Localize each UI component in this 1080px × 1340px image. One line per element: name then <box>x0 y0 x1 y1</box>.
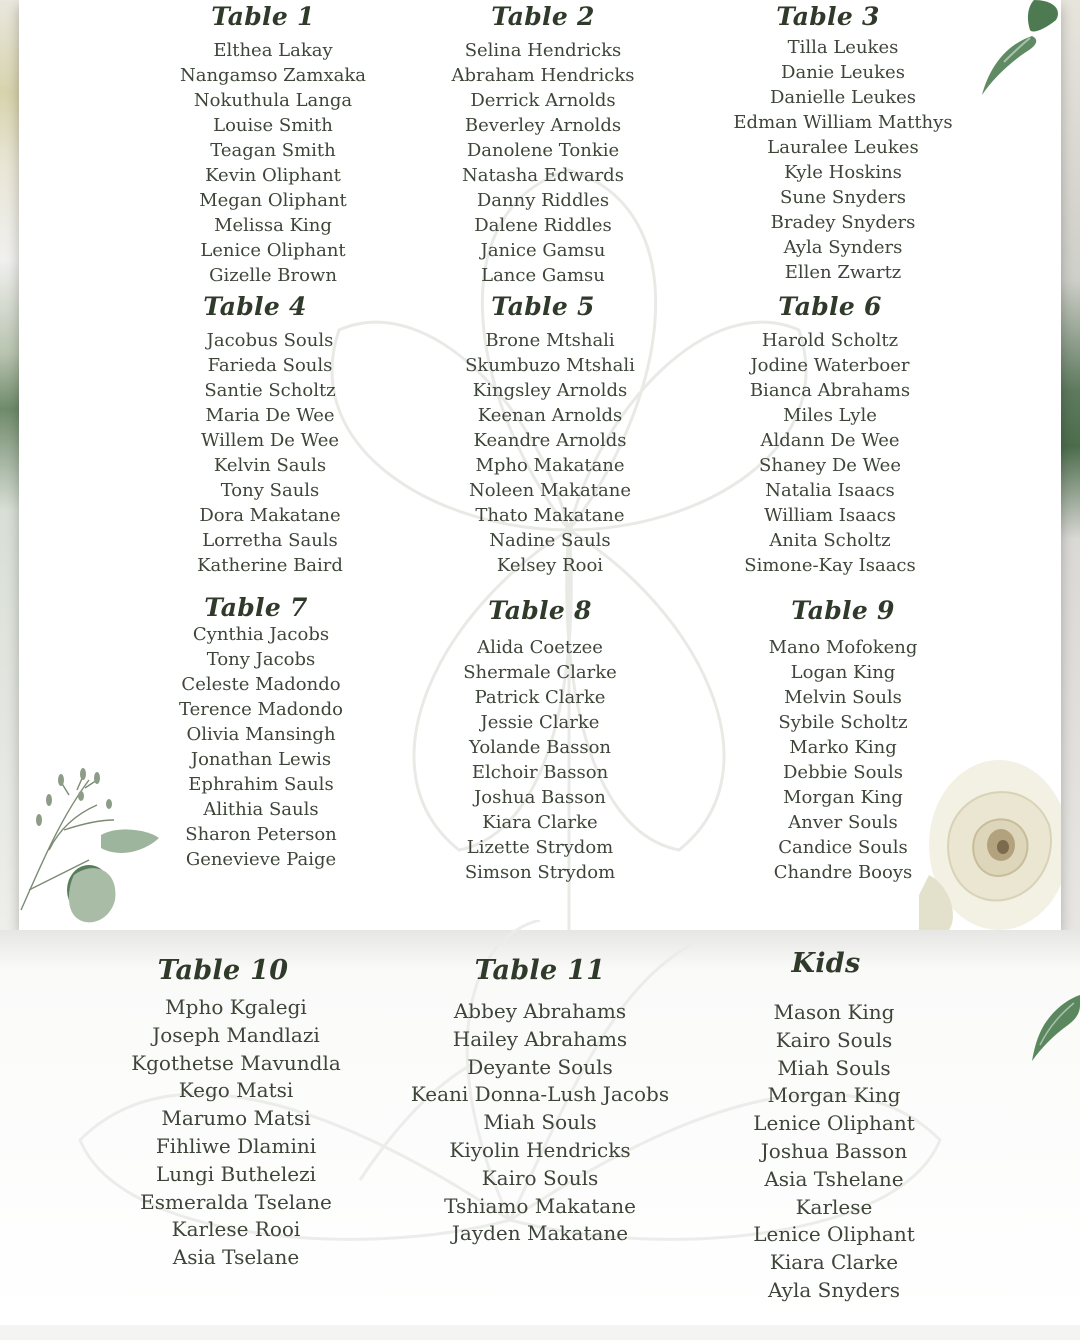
guest-name: Miah Souls <box>483 1110 597 1135</box>
guest-name: Abbey Abrahams <box>453 999 627 1023</box>
guest-name: Marumo Matsi <box>161 1106 311 1131</box>
guest-name: Asia Tshelane <box>764 1166 904 1191</box>
guest-name: Kelsey Rooi <box>496 555 604 576</box>
table-title: Table 11 <box>474 955 606 986</box>
guest-name: Kairo Souls <box>775 1027 893 1052</box>
guest-name: Dalene Riddles <box>474 215 612 236</box>
guest-name: Keenan Arnolds <box>477 405 623 426</box>
guest-name: Mpho Kgalegi <box>165 995 307 1019</box>
guest-name: Skumbuzo Mtshali <box>465 355 635 376</box>
guest-name: Karlese <box>795 1194 873 1219</box>
guest-name: Janice Gamsu <box>480 240 606 261</box>
guest-name: Genevieve Paige <box>185 849 337 870</box>
table-title: Table 6 <box>778 292 882 321</box>
guest-name: Mpho Makatane <box>475 455 625 476</box>
guest-name: Patrick Clarke <box>474 687 606 708</box>
guest-name: Ayla Snyders <box>768 1277 900 1302</box>
guest-name: Natasha Edwards <box>462 165 624 186</box>
table-title: Kids <box>791 948 861 979</box>
kids-table <box>734 948 934 1305</box>
guest-name: Harold Scholtz <box>761 330 899 351</box>
table-title: Table 7 <box>204 593 308 622</box>
guest-name: Gizelle Brown <box>209 265 337 286</box>
guest-name: Esmeralda Tselane <box>140 1189 332 1214</box>
guest-name: Thato Makatane <box>475 505 625 526</box>
guest-name: Sharon Peterson <box>185 824 337 845</box>
table-title: Table 4 <box>203 292 307 321</box>
guest-name: Sune Snyders <box>780 187 906 208</box>
guest-name: Santie Scholtz <box>204 380 336 401</box>
guest-name: Kairo Souls <box>481 1165 599 1190</box>
table-1 <box>169 2 377 288</box>
guest-name: Kevin Oliphant <box>205 165 341 186</box>
guest-name: Danolene Tonkie <box>466 140 620 161</box>
guest-name: Katherine Baird <box>197 555 343 576</box>
guest-name: Kingsley Arnolds <box>472 380 628 401</box>
guest-name: William Isaacs <box>764 505 896 526</box>
guest-name: Bianca Abrahams <box>749 380 911 401</box>
background-blur-right <box>1060 0 1080 930</box>
guest-name: Celeste Madondo <box>181 674 341 695</box>
guest-name: Simson Strydom <box>464 862 616 883</box>
guest-name: Aldann De Wee <box>760 430 900 451</box>
guest-name: Megan Oliphant <box>199 190 347 211</box>
guest-name: Miles Lyle <box>783 405 877 426</box>
guest-name: Teagan Smith <box>210 140 336 161</box>
guest-name: Karlese Rooi <box>171 1217 301 1242</box>
table-2 <box>439 2 647 288</box>
guest-name: Lenice Oliphant <box>753 1111 915 1136</box>
guest-name: Kelvin Sauls <box>213 455 327 476</box>
guest-name: Anita Scholtz <box>769 530 891 551</box>
leaf-icon <box>1028 995 1080 1065</box>
table-10 <box>120 955 352 1272</box>
guest-name: Marko King <box>789 737 897 758</box>
guest-name: Brone Mtshali <box>485 330 615 351</box>
guest-name: Abraham Hendricks <box>451 65 635 86</box>
guest-name: Jacobus Souls <box>206 330 334 351</box>
guest-name: Lauralee Leukes <box>767 137 919 158</box>
guest-name: Shaney De Wee <box>759 455 901 476</box>
guest-name: Kgothetse Mavundla <box>131 1050 341 1075</box>
guest-name: Morgan King <box>783 787 903 808</box>
table-5 <box>446 292 654 578</box>
guest-name: Alithia Sauls <box>203 799 319 820</box>
table-7 <box>157 593 365 872</box>
guest-name: Melissa King <box>214 215 332 236</box>
table-title: Table 2 <box>491 2 595 31</box>
guest-name: Louise Smith <box>213 115 333 136</box>
guest-name: Sybile Scholtz <box>778 712 908 733</box>
guest-name: Tilla Leukes <box>787 37 899 58</box>
guest-name: Jessie Clarke <box>480 712 600 733</box>
guest-name: Tony Jacobs <box>206 649 316 670</box>
guest-name: Tony Sauls <box>220 480 320 501</box>
guest-name: Asia Tselane <box>172 1245 300 1270</box>
guest-name: Cynthia Jacobs <box>192 624 330 645</box>
guest-name: Simone-Kay Isaacs <box>744 555 916 576</box>
leaf-icon <box>974 0 1061 100</box>
guest-name: Bradey Snyders <box>770 212 916 233</box>
guest-name: Lorretha Sauls <box>202 530 338 551</box>
table-title: Table 10 <box>157 955 289 986</box>
guest-name: Keandre Arnolds <box>473 430 627 451</box>
table-11 <box>400 955 680 1248</box>
background-blur-left <box>0 0 20 930</box>
guest-name: Alida Coetzee <box>477 637 603 658</box>
guest-name: Olivia Mansingh <box>186 724 336 745</box>
guest-name: Melvin Souls <box>784 687 902 708</box>
eucalyptus-sprig-icon <box>19 760 169 930</box>
guest-name: Nangamso Zamxaka <box>179 65 367 86</box>
guest-name: Noleen Makatane <box>469 480 631 501</box>
guest-name: Beverley Arnolds <box>464 115 622 136</box>
guest-name: Kiara Clarke <box>482 812 598 833</box>
guest-name: Joshua Basson <box>474 787 606 808</box>
guest-name: Elchoir Basson <box>471 762 609 783</box>
guest-name: Fihliwe Dlamini <box>155 1133 317 1158</box>
guest-name: Hailey Abrahams <box>452 1026 628 1051</box>
guest-name: Lungi Buthelezi <box>155 1161 317 1186</box>
guest-name: Jonathan Lewis <box>190 749 332 770</box>
guest-name: Miah Souls <box>777 1055 891 1080</box>
guest-name: Selina Hendricks <box>464 40 622 61</box>
guest-name: Terence Madondo <box>178 699 344 720</box>
guest-name: Ayla Synders <box>783 237 903 258</box>
guest-name: Natalia Isaacs <box>765 480 895 501</box>
guest-name: Logan King <box>790 662 896 683</box>
guest-name: Kiyolin Hendricks <box>449 1137 631 1162</box>
guest-name: Danny Riddles <box>476 190 610 211</box>
guest-name: Mason King <box>773 1000 895 1024</box>
table-9 <box>739 596 947 885</box>
guest-name: Danielle Leukes <box>769 87 917 108</box>
seating-chart-continuation <box>0 930 1080 1325</box>
guest-name: Joseph Mandlazi <box>152 1022 320 1047</box>
table-3 <box>723 2 963 285</box>
guest-name: Kiara Clarke <box>769 1250 899 1275</box>
guest-name: Morgan King <box>767 1083 901 1108</box>
guest-name: Lizette Strydom <box>466 837 614 858</box>
guest-name: Anver Souls <box>788 812 898 833</box>
guest-name: Lenice Oliphant <box>753 1222 915 1247</box>
table-title: Table 9 <box>791 596 895 625</box>
guest-name: Lenice Oliphant <box>200 240 346 261</box>
guest-name: Danie Leukes <box>781 62 905 83</box>
guest-name: Mano Mofokeng <box>768 637 918 658</box>
guest-name: Nadine Sauls <box>489 530 611 551</box>
guest-name: Willem De Wee <box>200 430 340 451</box>
guest-name: Shermale Clarke <box>463 662 617 683</box>
table-6 <box>726 292 934 578</box>
table-title: Table 3 <box>776 2 880 31</box>
table-4 <box>166 292 374 578</box>
guest-name: Maria De Wee <box>205 405 335 426</box>
guest-name: Debbie Souls <box>782 762 903 783</box>
guest-name: Dora Makatane <box>199 505 341 526</box>
guest-name: Chandre Booys <box>773 862 913 883</box>
guest-name: Jodine Waterboer <box>750 355 910 376</box>
guest-name: Edman William Matthys <box>733 112 953 133</box>
guest-name: Candice Souls <box>778 837 908 858</box>
guest-name: Nokuthula Langa <box>193 90 353 111</box>
seating-chart-card <box>19 0 1061 930</box>
guest-name: Kego Matsi <box>178 1078 294 1103</box>
guest-name: Yolande Basson <box>469 737 611 758</box>
guest-name: Lance Gamsu <box>481 265 605 286</box>
table-title: Table 1 <box>211 2 315 31</box>
guest-name: Joshua Basson <box>760 1138 908 1163</box>
table-title: Table 5 <box>491 292 595 321</box>
table-title: Table 8 <box>488 596 592 625</box>
guest-name: Ellen Zwartz <box>784 262 902 283</box>
guest-name: Farieda Souls <box>207 355 333 376</box>
guest-name: Tshiamo Makatane <box>444 1193 636 1218</box>
guest-name: Deyante Souls <box>467 1054 613 1079</box>
guest-name: Elthea Lakay <box>213 40 333 61</box>
guest-name: Kyle Hoskins <box>784 162 902 183</box>
table-8 <box>436 596 644 885</box>
guest-name: Keani Donna-Lush Jacobs <box>410 1082 670 1107</box>
guest-name: Ephrahim Sauls <box>188 774 334 795</box>
guest-name: Jayden Makatane <box>451 1221 629 1246</box>
guest-name: Derrick Arnolds <box>470 90 616 111</box>
